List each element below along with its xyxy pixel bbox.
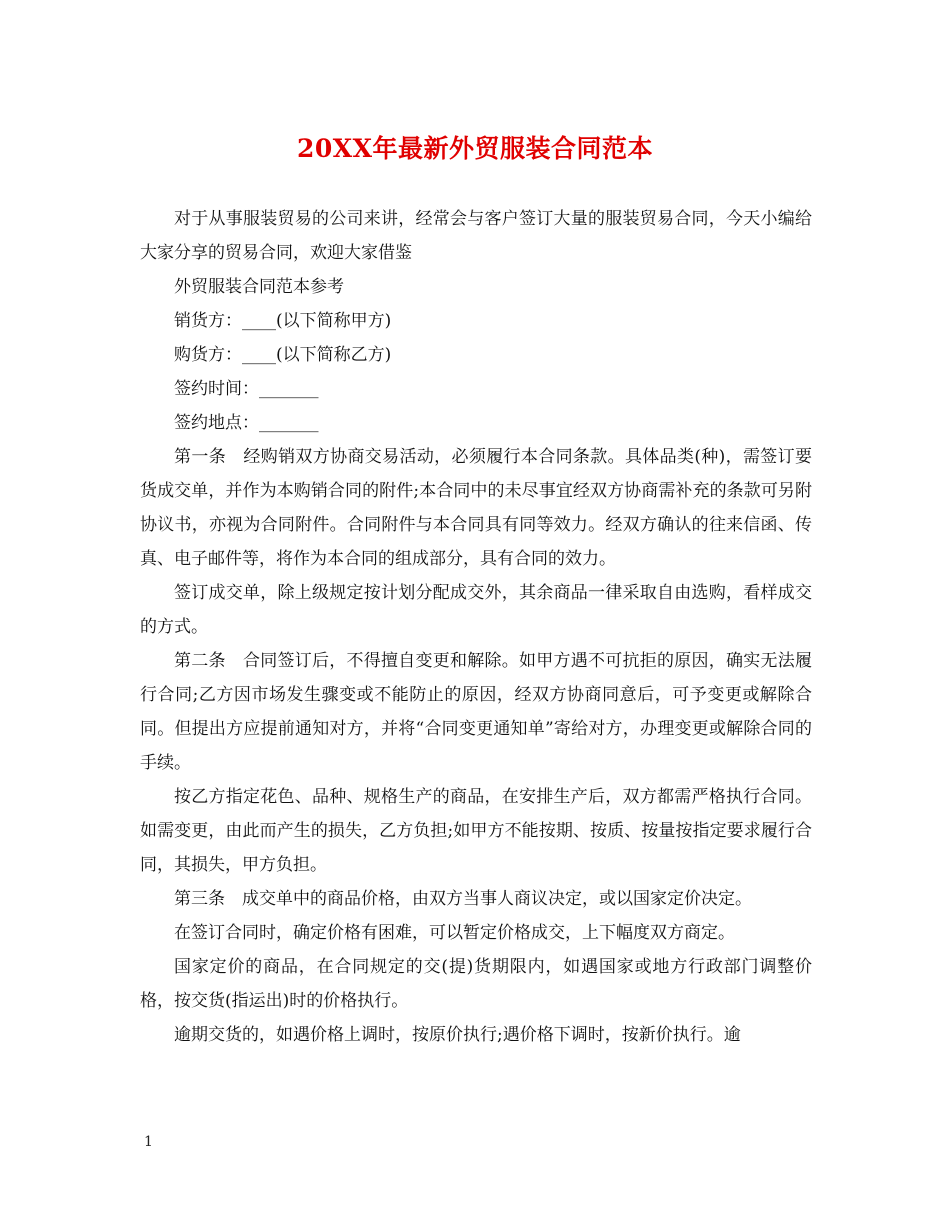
paragraph-intro: 对于从事服装贸易的公司来讲，经常会与客户签订大量的服装贸易合同，今天小编给大家分享的贸易合同，欢迎大家借鉴 (140, 209, 812, 263)
paragraph-article-1: 第一条 经购销双方协商交易活动，必须履行本合同条款。具体品类(种)，需签订要货成交单，并作为本购销合同的附件;本合同中的未尽事宜经双方协商需补充的条款可另附协议书，亦视为合同附件。合同附件与本合同具有同等效力。经双方确认的往来信函、传真、电子邮件等，将作为本合同的组成部分，具有合同的效力。 (140, 447, 812, 569)
paragraph-article-2: 第二条 合同签订后，不得擅自变更和解除。如甲方遇不可抗拒的原因，确实无法履行合同;乙方因市场发生骤变或不能防止的原因，经双方协商同意后，可予变更或解除合同。但提出方应提前通知对方，并将“合同变更通知单”寄给对方，办理变更或解除合同的手续。 (140, 651, 812, 773)
paragraph-article-3-state-price: 国家定价的商品，在合同规定的交(提)货期限内，如遇国家或地方行政部门调整价格，按交货(指运出)时的价格执行。 (140, 957, 812, 1011)
paragraph-sign-place: 签约地点：_______ (174, 413, 319, 433)
paragraph-heading: 外贸服装合同范本参考 (174, 277, 344, 297)
paragraph-buyer: 购货方：____(以下简称乙方) (174, 345, 392, 365)
paragraph-seller: 销货方：____(以下简称甲方) (174, 311, 392, 331)
paragraph-article-1-detail: 签订成交单，除上级规定按计划分配成交外，其余商品一律采取自由选购，看样成交的方式。 (140, 583, 812, 637)
paragraph-article-3-late-delivery: 逾期交货的，如遇价格上调时，按原价执行;遇价格下调时，按新价执行。逾 (174, 1025, 741, 1045)
paragraph-article-3-provisional: 在签订合同时，确定价格有困难，可以暂定价格成交，上下幅度双方商定。 (174, 923, 735, 943)
document-body (140, 202, 812, 1052)
paragraph-article-3: 第三条 成交单中的商品价格，由双方当事人商议决定，或以国家定价决定。 (174, 889, 752, 909)
paragraph-article-2-detail: 按乙方指定花色、品种、规格生产的商品，在安排生产后，双方都需严格执行合同。如需变更，由此而产生的损失，乙方负担;如甲方不能按期、按质、按量按指定要求履行合同，其损失，甲方负担。 (140, 787, 812, 875)
paragraph-sign-time: 签约时间：_______ (174, 379, 319, 399)
document-title: 20XX年最新外贸服装合同范本 (296, 134, 654, 163)
page-number: 1 (144, 1134, 153, 1150)
